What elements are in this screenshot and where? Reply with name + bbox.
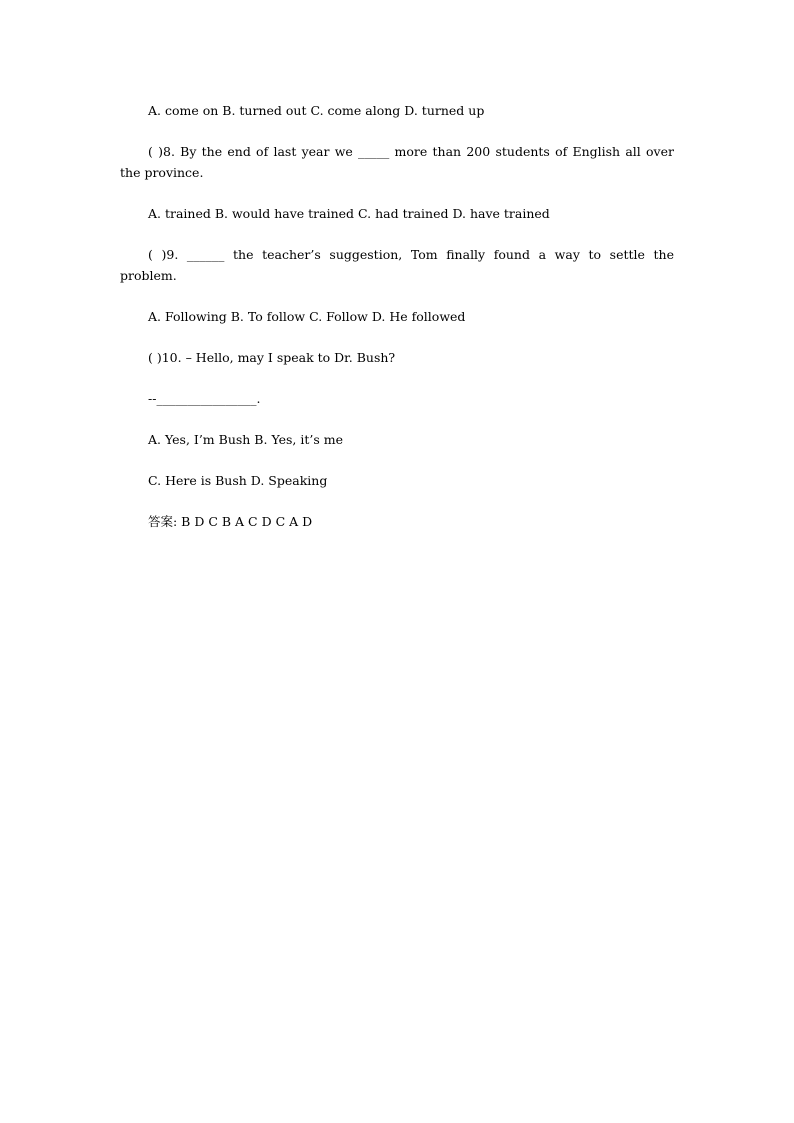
document-content [120,100,674,532]
answer-key: 答案: B D C B A C D C A D [148,514,313,529]
q9-question: ( )9. ______ the teacher’s suggestion, Tom finally found a way to settle the problem. [120,247,674,283]
q7-options: A. come on B. turned out C. come along D. turned up [148,103,485,118]
q10-question: ( )10. – Hello, may I speak to Dr. Bush? [148,350,396,365]
q10-options-cd: C. Here is Bush D. Speaking [148,473,328,488]
q9-options: A. Following B. To follow C. Follow D. He followed [148,309,466,324]
q10-response-blank: --________________. [148,391,261,406]
q10-options-ab: A. Yes, I’m Bush B. Yes, it’s me [148,432,344,447]
q8-options: A. trained B. would have trained C. had trained D. have trained [148,206,550,221]
q8-question: ( )8. By the end of last year we _____ more than 200 students of English all over the province. [120,144,674,180]
